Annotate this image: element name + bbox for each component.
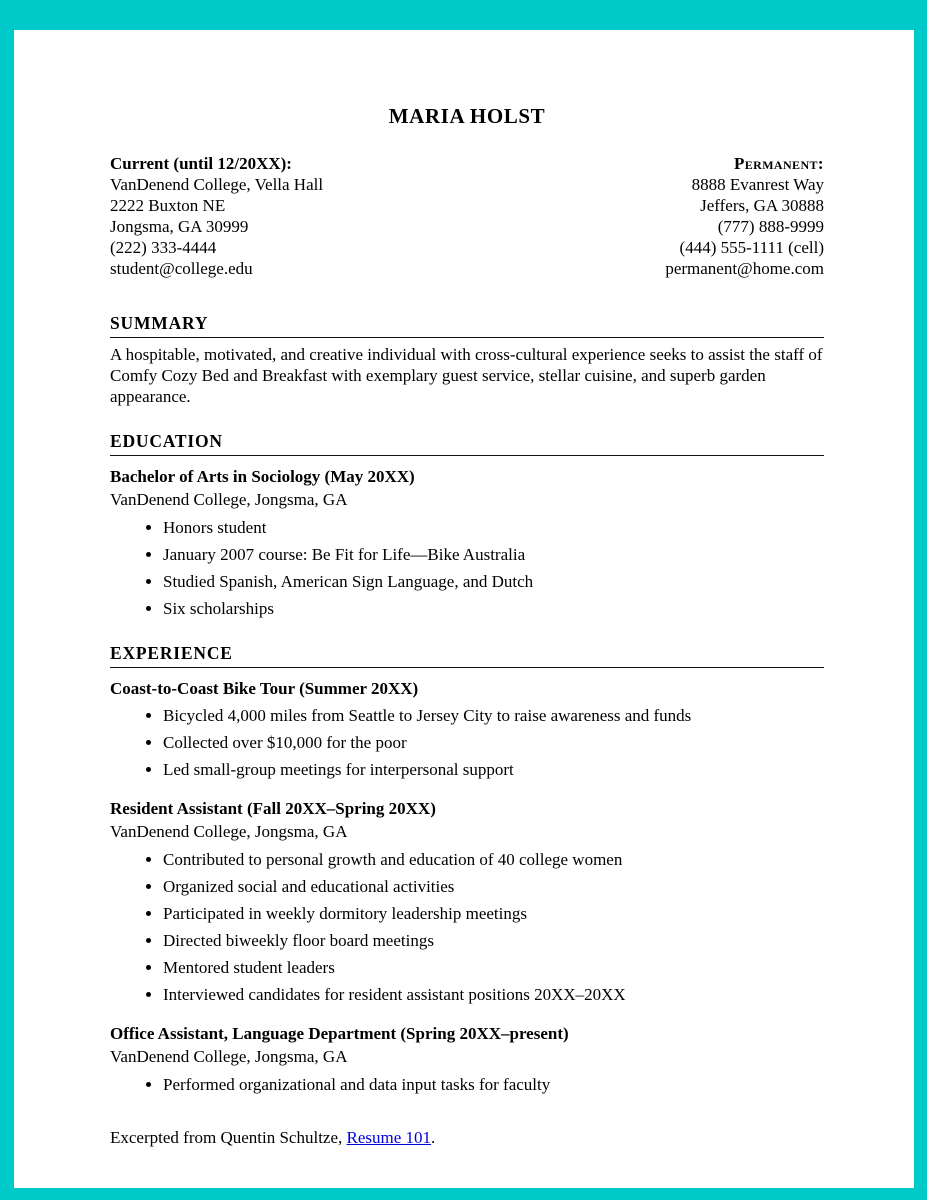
bullet-item: • Organized social and educational activities xyxy=(163,876,824,897)
footer xyxy=(110,1128,435,1148)
section-education xyxy=(110,431,824,619)
section-summary xyxy=(110,313,824,407)
summary-text: A hospitable, motivated, and creative individual with cross-cultural experience seeks to assist the staff of Comfy Cozy Bed and Breakfast with exemplary guest service, stellar cuisine, and superb garden appearance. xyxy=(110,345,823,406)
education-bullet-list xyxy=(110,517,824,619)
education-school: VanDenend College, Jongsma, GA xyxy=(110,490,348,509)
bullet-item: • Participated in weekly dormitory leadership meetings xyxy=(163,903,824,924)
contact-block xyxy=(110,153,824,279)
contact-current-line: VanDenend College, Vella Hall xyxy=(110,175,324,194)
section-experience xyxy=(110,643,824,1095)
bullet-item: • Mentored student leaders xyxy=(163,957,824,978)
job-resident-assistant xyxy=(110,798,824,1005)
bullet-item: • Collected over $10,000 for the poor xyxy=(163,732,824,753)
contact-current-line: (222) 333-4444 xyxy=(110,238,217,257)
bullet-item: • Led small-group meetings for interpersonal support xyxy=(163,759,824,780)
bullet-item: • Honors student xyxy=(163,517,824,538)
job-title: Coast-to-Coast Bike Tour (Summer 20XX) xyxy=(110,679,419,698)
bullet-item: • January 2007 course: Be Fit for Life—Bike Australia xyxy=(163,544,824,565)
bullet-item: • Interviewed candidates for resident assistant positions 20XX–20XX xyxy=(163,984,824,1005)
education-heading: EDUCATION xyxy=(110,431,824,456)
job-bullet-list xyxy=(110,705,824,780)
summary-heading: SUMMARY xyxy=(110,313,824,338)
bullet-item: • Performed organizational and data input tasks for faculty xyxy=(163,1074,824,1095)
contact-permanent xyxy=(665,153,824,279)
contact-current-heading: Current (until 12/20XX): xyxy=(110,154,292,173)
bullet-item: • Studied Spanish, American Sign Language, and Dutch xyxy=(163,571,824,592)
contact-permanent-line: (444) 555-1111 (cell) xyxy=(679,238,824,257)
contact-permanent-line: 8888 Evanrest Way xyxy=(691,175,824,194)
job-office-assistant xyxy=(110,1023,824,1095)
contact-current-email: student@college.edu xyxy=(110,259,253,278)
job-title: Resident Assistant (Fall 20XX–Spring 20XX) xyxy=(110,799,436,818)
bullet-item: • Six scholarships xyxy=(163,598,824,619)
education-degree: Bachelor of Arts in Sociology (May 20XX) xyxy=(110,467,415,486)
resume-name: MARIA HOLST xyxy=(388,104,546,128)
contact-current-line: Jongsma, GA 30999 xyxy=(110,217,249,236)
contact-permanent-heading: Permanent: xyxy=(733,154,824,173)
job-bullet-list xyxy=(110,849,824,1005)
footer-period: . xyxy=(431,1128,436,1147)
job-bullet-list xyxy=(110,1074,824,1095)
experience-heading: EXPERIENCE xyxy=(110,643,824,668)
job-bike-tour xyxy=(110,678,824,780)
bullet-item: • Contributed to personal growth and education of 40 college women xyxy=(163,849,824,870)
contact-permanent-email: permanent@home.com xyxy=(665,259,824,278)
job-org: VanDenend College, Jongsma, GA xyxy=(110,822,348,841)
bullet-item: • Bicycled 4,000 miles from Seattle to Jersey City to raise awareness and funds xyxy=(163,705,824,726)
contact-current-line: 2222 Buxton NE xyxy=(110,196,226,215)
bullet-item: • Directed biweekly floor board meetings xyxy=(163,930,824,951)
job-org: VanDenend College, Jongsma, GA xyxy=(110,1047,348,1066)
contact-permanent-line: Jeffers, GA 30888 xyxy=(700,196,824,215)
job-title: Office Assistant, Language Department (Spring 20XX–present) xyxy=(110,1024,569,1043)
contact-permanent-line: (777) 888-9999 xyxy=(717,217,824,236)
resume-page xyxy=(14,30,914,1188)
resume-content xyxy=(14,30,914,1095)
resume-101-link[interactable]: Resume 101 xyxy=(346,1128,432,1147)
footer-text: Excerpted from Quentin Schultze, xyxy=(110,1128,347,1147)
contact-current xyxy=(110,153,323,279)
